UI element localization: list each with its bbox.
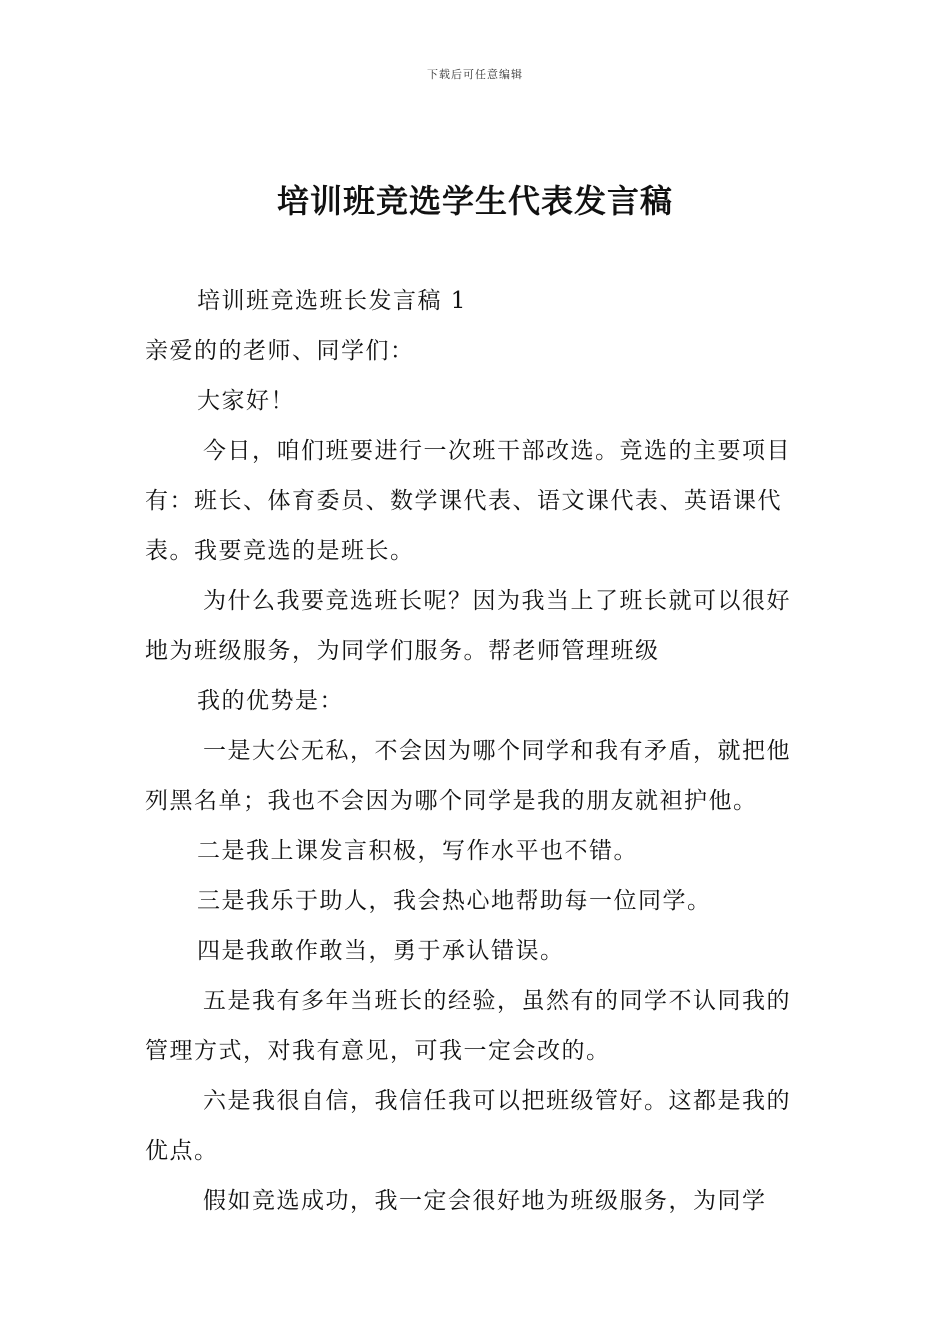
document-title: 培训班竞选学生代表发言稿 [276, 182, 673, 220]
paragraph-greeting: 大家好！ [197, 388, 295, 414]
paragraph-advantage-1: 一是大公无私，不会因为哪个同学和我有矛盾，就把他列黑名单；我也不会因为哪个同学是我的朋友就袒护他。 [145, 738, 791, 814]
paragraph-advantage-3: 三是我乐于助人，我会热心地帮助每一位同学。 [197, 888, 712, 914]
paragraph-advantage-2: 二是我上课发言积极，写作水平也不错。 [197, 838, 638, 864]
header-note: 下载后可任意编辑 [427, 68, 523, 81]
paragraph-advantage-4: 四是我敢作敢当，勇于承认错误。 [197, 938, 565, 964]
paragraph-advantages-heading: 我的优势是： [197, 688, 344, 714]
paragraph-closing: 假如竞选成功，我一定会很好地为班级服务，为同学 [203, 1188, 767, 1214]
paragraph-advantage-5: 五是我有多年当班长的经验，虽然有的同学不认同我的管理方式，对我有意见，可我一定会改的。 [145, 988, 791, 1064]
document-body [145, 276, 807, 1226]
paragraph-subtitle: 培训班竞选班长发言稿 1 [197, 288, 467, 314]
paragraph-advantage-6: 六是我很自信，我信任我可以把班级管好。这都是我的优点。 [145, 1088, 791, 1164]
paragraph-reason: 为什么我要竞选班长呢？因为我当上了班长就可以很好地为班级服务，为同学们服务。帮老师管理班级 [145, 588, 791, 664]
paragraph-salutation: 亲爱的的老师、同学们： [145, 338, 415, 364]
paragraph-intro: 今日，咱们班要进行一次班干部改选。竞选的主要项目有：班长、体育委员、数学课代表、语文课代表、英语课代表。我要竞选的是班长。 [145, 438, 791, 564]
